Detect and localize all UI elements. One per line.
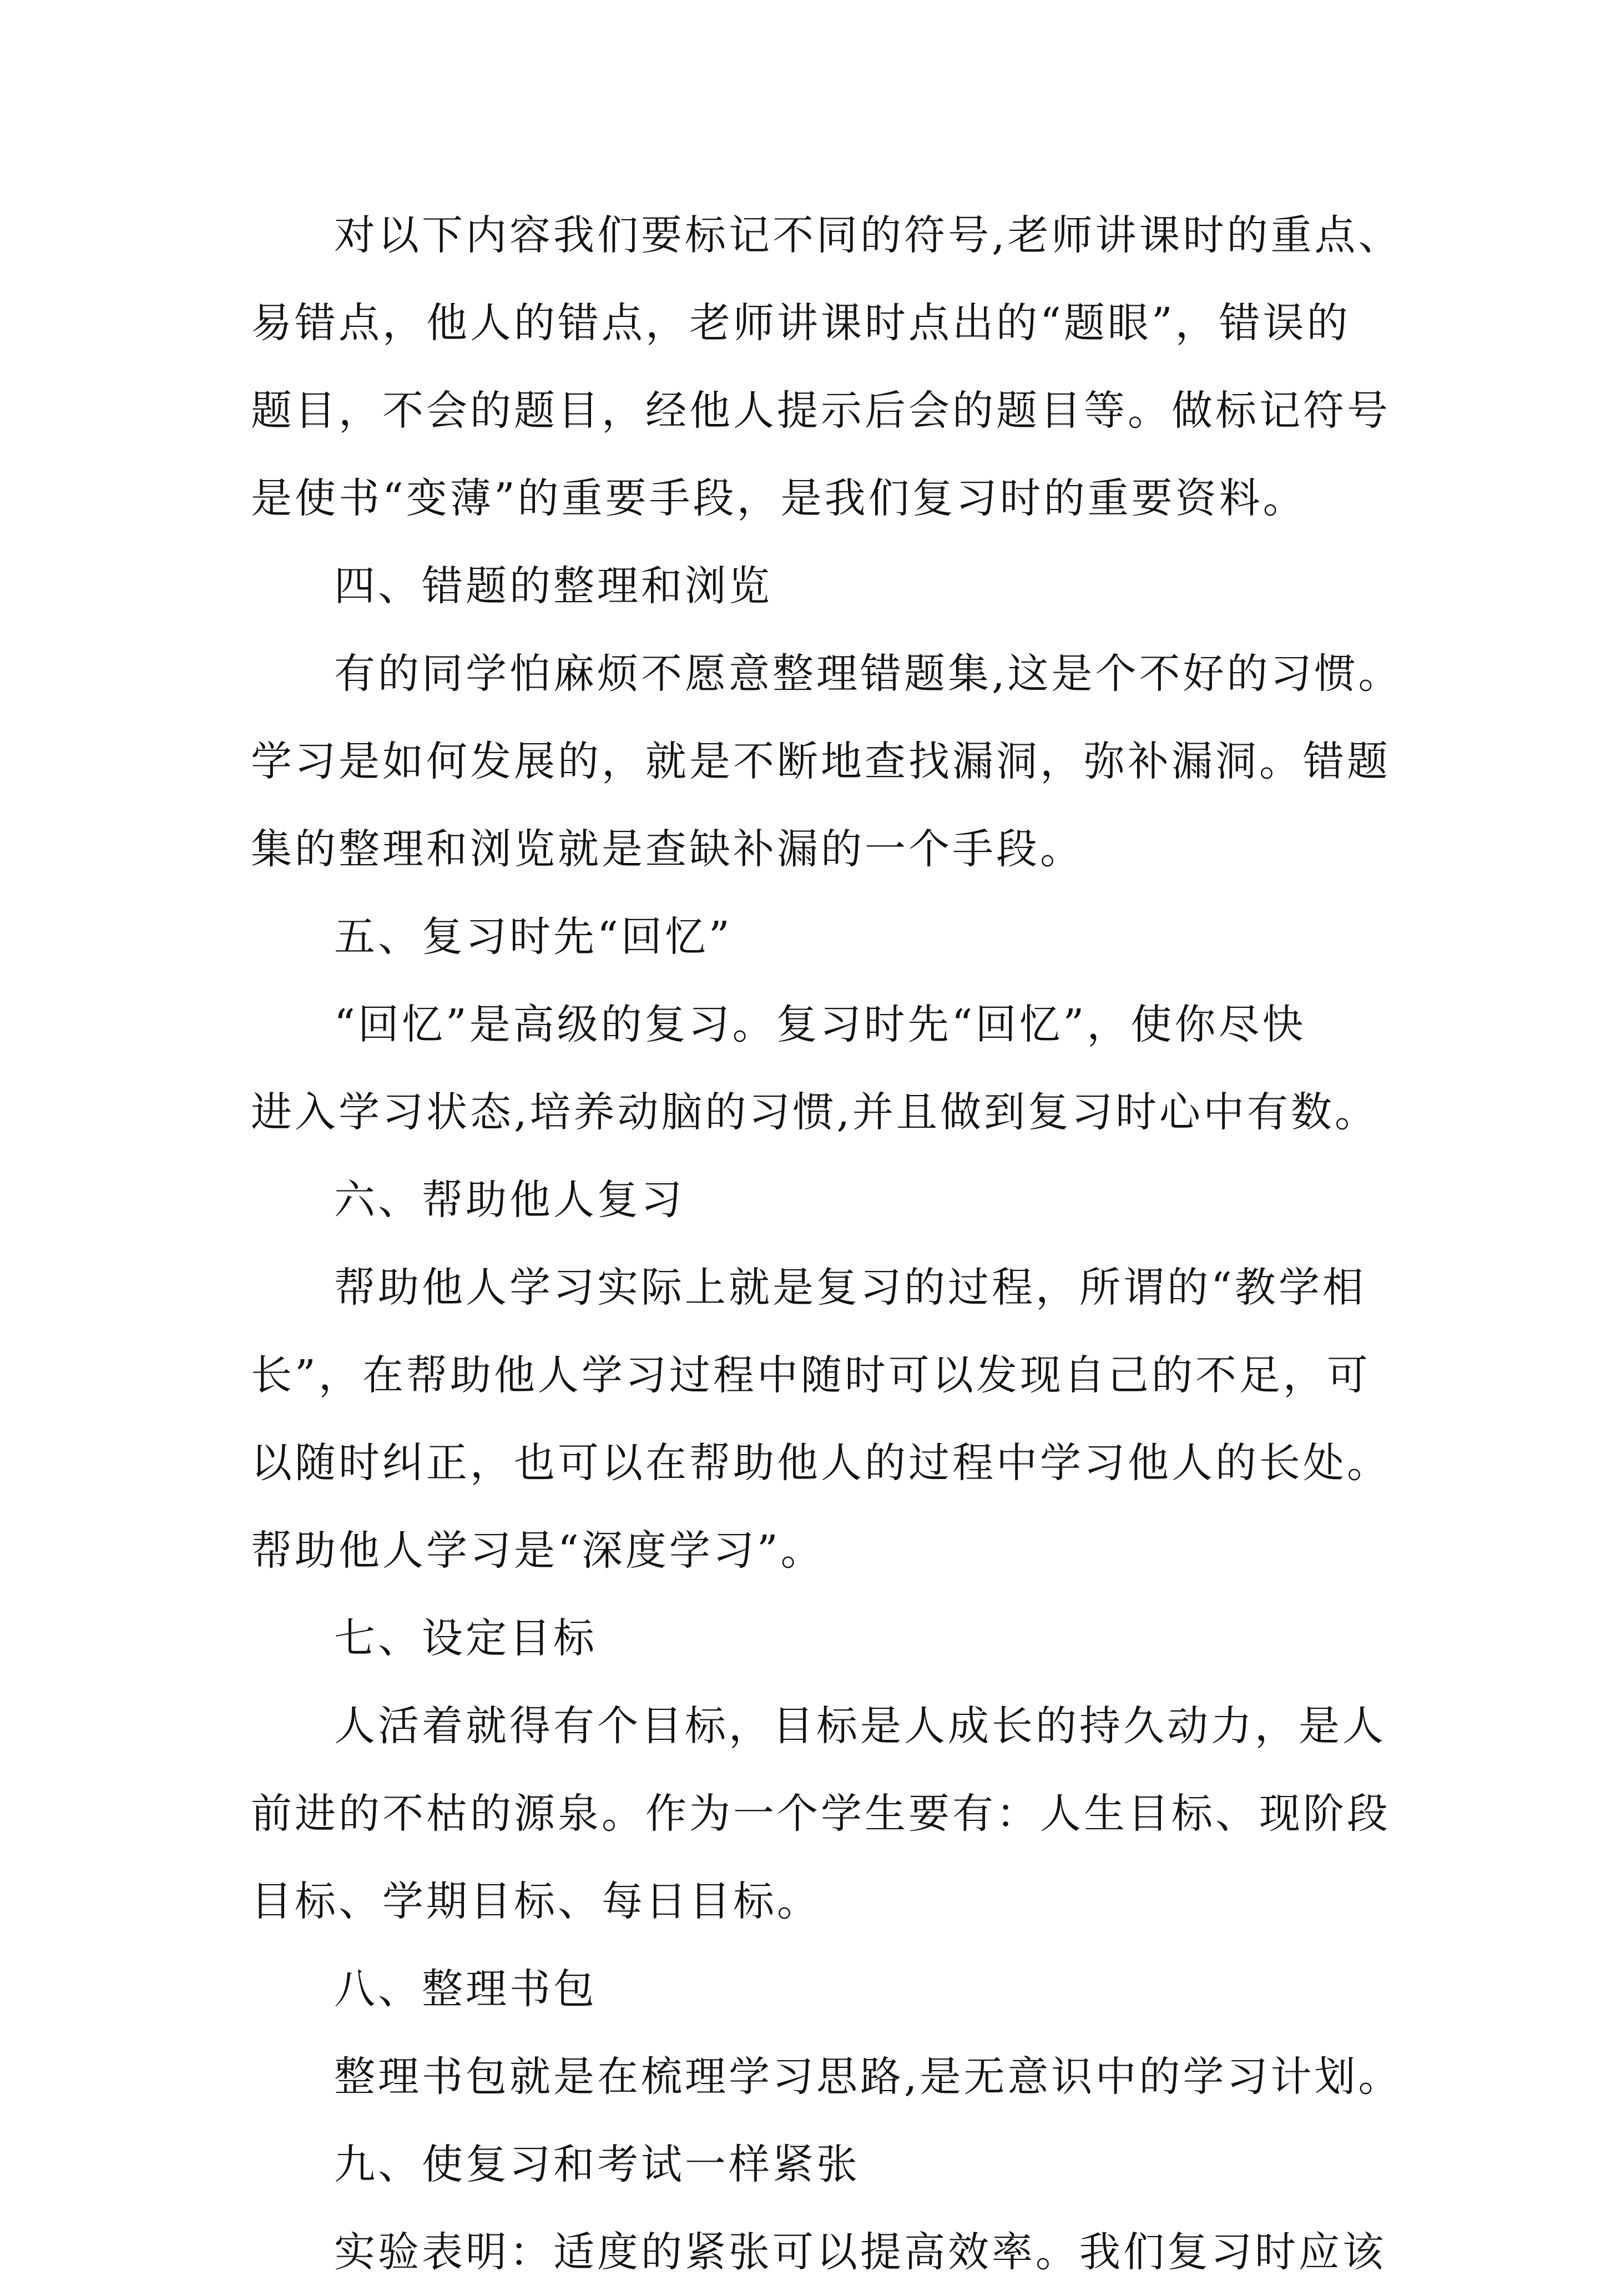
paragraph-line: 人活着就得有个目标，目标是人成长的持久动力，是人 <box>334 1702 1386 1750</box>
section-heading: 六、帮助他人复习 <box>334 1176 685 1224</box>
paragraph-line: 帮助他人学习是“深度学习”。 <box>251 1527 825 1575</box>
paragraph-line: 目标、学期目标、每日目标。 <box>251 1878 821 1925</box>
section-heading: 九、使复习和考试一样紧张 <box>334 2141 860 2188</box>
paragraph-line: 以随时纠正，也可以在帮助他人的过程中学习他人的长处。 <box>251 1439 1391 1487</box>
paragraph-line: 集的整理和浏览就是查缺补漏的一个手段。 <box>251 825 1084 873</box>
paragraph-line: 实验表明：适度的紧张可以提高效率。我们复习时应该 <box>334 2228 1386 2276</box>
paragraph-line: 进入学习状态,培养动脑的习惯,并且做到复习时心中有数。 <box>251 1088 1379 1136</box>
section-heading: 四、错题的整理和浏览 <box>334 562 772 610</box>
paragraph-line: 帮助他人学习实际上就是复习的过程，所谓的“教学相 <box>334 1264 1366 1311</box>
paragraph-line: 有的同学怕麻烦不愿意整理错题集,这是个不好的习惯。 <box>334 650 1402 698</box>
document-body <box>251 191 1427 2296</box>
section-heading: 七、设定目标 <box>334 1614 597 1662</box>
paragraph-line: “回忆”是高级的复习。复习时先“回忆”，使你尽快 <box>334 1001 1306 1048</box>
paragraph-line: 是使书“变薄”的重要手段，是我们复习时的重要资料。 <box>251 475 1307 522</box>
paragraph-line: 对以下内容我们要标记不同的符号,老师讲课时的重点、 <box>334 211 1402 259</box>
section-heading: 八、整理书包 <box>334 1965 597 2013</box>
paragraph-line: 学习是如何发展的，就是不断地查找漏洞，弥补漏洞。错题 <box>251 738 1391 785</box>
paragraph-line: 易错点，他人的错点，老师讲课时点出的“题眼”，错误的 <box>251 299 1351 347</box>
paragraph-line: 题目，不会的题目，经他人提示后会的题目等。做标记符号 <box>251 387 1391 435</box>
paragraph-line: 前进的不枯的源泉。作为一个学生要有：人生目标、现阶段 <box>251 1790 1391 1838</box>
paragraph-line: 整理书包就是在梳理学习思路,是无意识中的学习计划。 <box>334 2053 1402 2101</box>
paragraph-line: 长”，在帮助他人学习过程中随时可以发现自己的不足，可 <box>251 1351 1371 1399</box>
section-heading: 五、复习时先“回忆” <box>334 913 733 961</box>
